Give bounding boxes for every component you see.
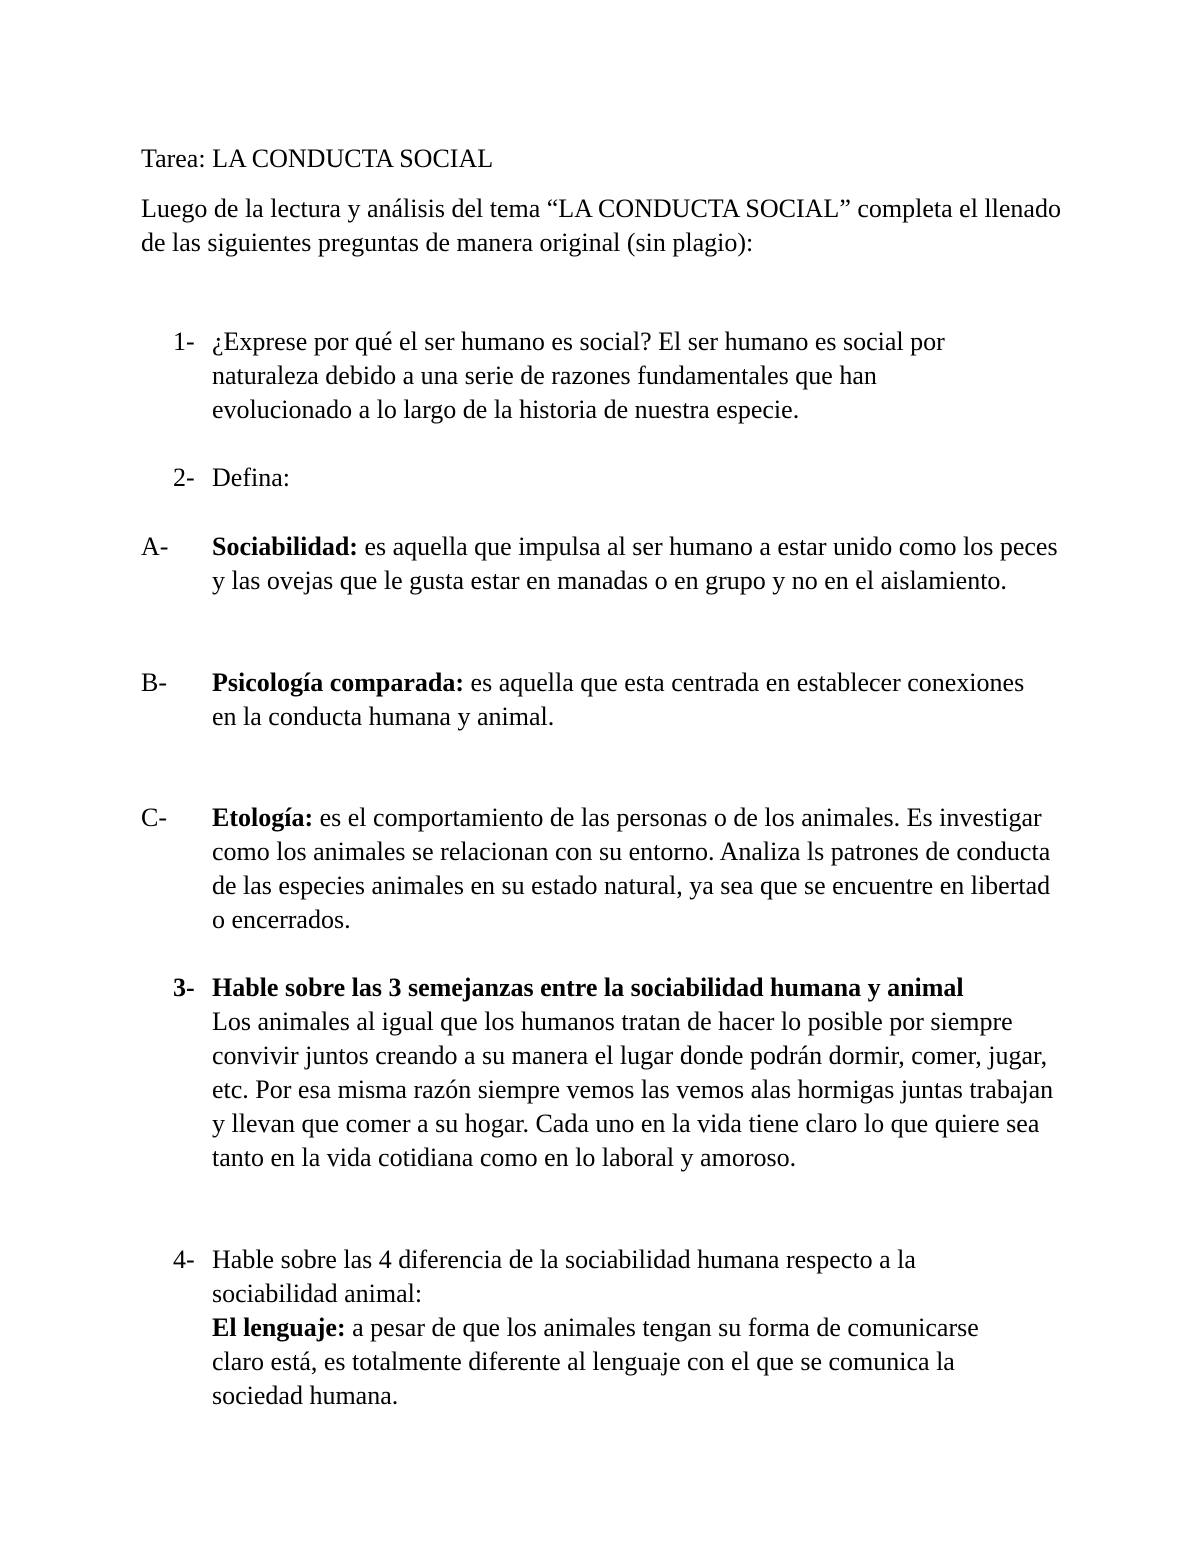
question-3 <box>141 971 1071 1175</box>
question-1-text: ¿Exprese por qué el ser humano es social? El ser humano es social por naturaleza debido a una serie de razones fundamentales que han evolucionado a lo largo de la historia de nuestra especie. <box>212 327 945 424</box>
question-3-heading: Hable sobre las 3 semejanzas entre la sociabilidad humana y animal <box>212 973 964 1002</box>
question-1-marker: 1- <box>173 327 195 356</box>
question-2 <box>141 461 1101 495</box>
question-1 <box>141 325 1021 427</box>
definition-a-term: Sociabilidad: <box>212 532 358 561</box>
definition-b-term: Psicología comparada: <box>212 668 465 697</box>
question-4-answer: a pesar de que los animales tengan su forma de comunicarse claro está, es totalmente diferente al lenguaje con el que se comunica la sociedad humana. <box>212 1313 979 1410</box>
question-3-marker: 3- <box>173 973 195 1002</box>
question-3-text: Los animales al igual que los humanos tratan de hacer lo posible por siempre convivir juntos creando a su manera el lugar donde podrán dormir, comer, jugar, etc. Por esa misma razón siempre vemos las vemos alas hormigas juntas trabajan y llevan que comer a su hogar. Cada uno en la vida tiene claro lo que quiere sea tanto en la vida cotidiana como en lo laboral y amoroso. <box>212 1007 1054 1172</box>
definition-b-marker: B- <box>141 668 167 697</box>
question-2-text: Defina: <box>212 463 290 492</box>
definition-c-text: es el comportamiento de las personas o de los animales. Es investigar como los animales se relacionan con su entorno. Analiza ls patrones de conducta de las especies animales en su estado natural, ya sea que se encuentre en libertad o encerrados. <box>212 803 1051 934</box>
question-2-marker: 2- <box>173 463 195 492</box>
definition-a <box>141 530 1061 598</box>
question-4-text: Hable sobre las 4 diferencia de la sociabilidad humana respecto a la sociabilidad animal: <box>212 1245 916 1308</box>
definition-b <box>141 666 1041 734</box>
question-4-marker: 4- <box>173 1245 195 1274</box>
intro-paragraph: Luego de la lectura y análisis del tema “LA CONDUCTA SOCIAL” completa el llenado de las siguientes preguntas de manera original (sin plagio): <box>141 194 1061 257</box>
definition-b-text: es aquella que esta centrada en establecer conexiones en la conducta humana y animal. <box>212 668 1025 731</box>
definition-a-marker: A- <box>141 532 169 561</box>
document-title: Tarea: LA CONDUCTA SOCIAL <box>141 144 494 173</box>
question-4-term: El lenguaje: <box>212 1313 346 1342</box>
definition-c-marker: C- <box>141 803 167 832</box>
question-4 <box>141 1243 1021 1413</box>
definition-c-term: Etología: <box>212 803 314 832</box>
definition-c <box>141 801 1061 937</box>
definition-a-text: es aquella que impulsa al ser humano a estar unido como los peces y las ovejas que le gusta estar en manadas o en grupo y no en el aislamiento. <box>212 532 1058 595</box>
